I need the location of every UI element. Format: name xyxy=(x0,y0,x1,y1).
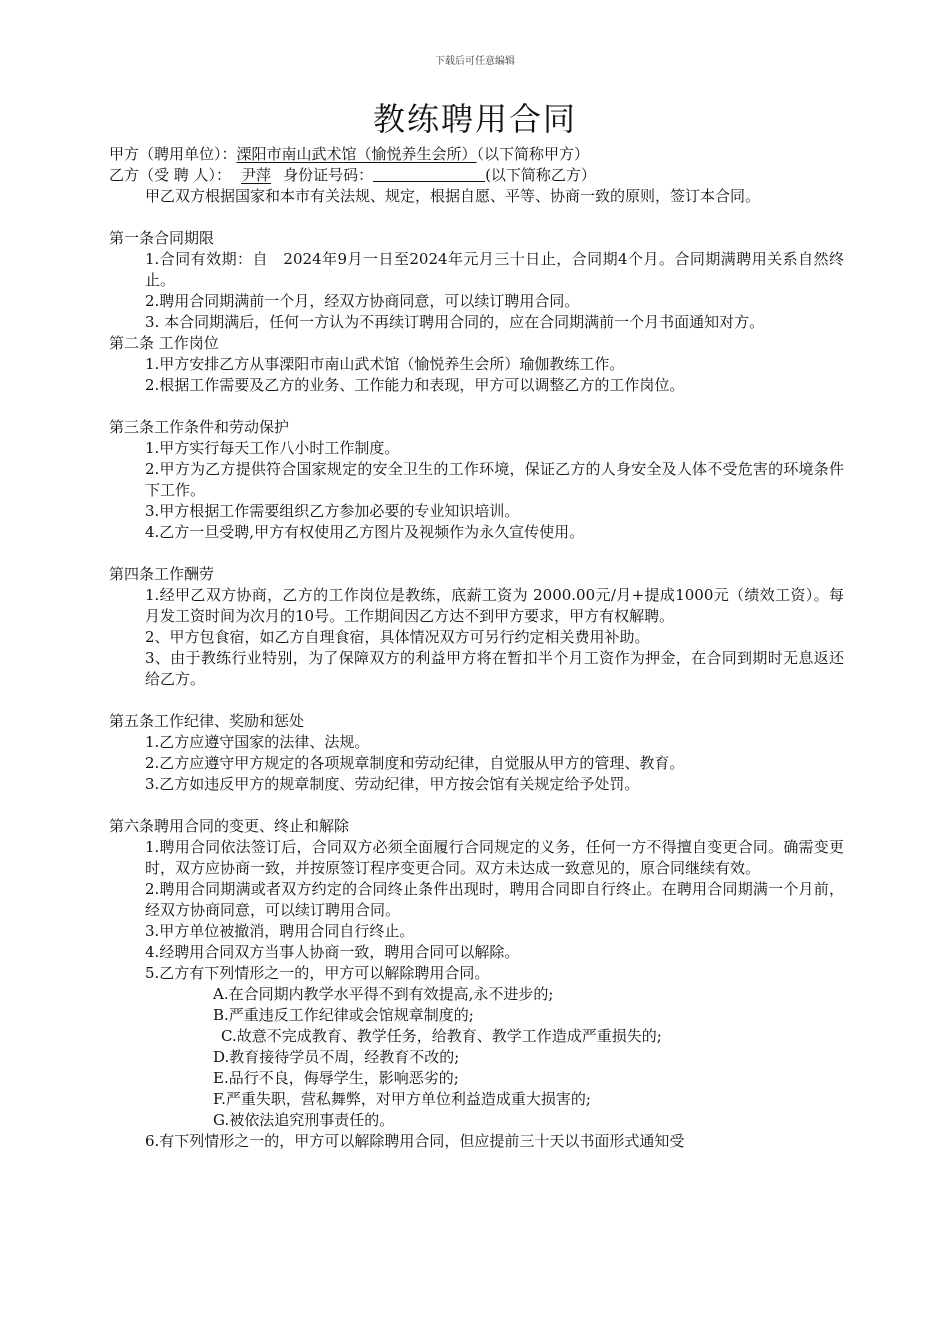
list-item: G.被依法追究刑事责任的。 xyxy=(213,1111,395,1129)
party-a-suffix: （以下简称甲方） xyxy=(476,145,590,163)
party-a-label: 甲方（聘用单位）： xyxy=(109,145,237,163)
party-b-label: 乙方（受 聘 人）： xyxy=(109,166,232,184)
paragraph: 2.乙方应遵守甲方规定的各项规章制度和劳动纪律，自觉服从甲方的管理、教育。 xyxy=(145,754,685,772)
party-a-line xyxy=(109,144,844,165)
contract-body xyxy=(109,144,844,1152)
section-heading: 第二条 工作岗位 xyxy=(109,334,219,352)
document-title: 教练聘用合同 xyxy=(372,100,577,138)
paragraph: 3.甲方单位被撤消，聘用合同自行终止。 xyxy=(145,922,415,940)
paragraph: 1.合同有效期：自 2024年9月一日至2024年元月三十日止，合同期4个月。合同期满聘用关系自然终止。 xyxy=(145,250,844,289)
list-item: F.严重失职，营私舞弊，对甲方单位利益造成重大损害的; xyxy=(213,1090,591,1108)
party-b-id-label: 身份证号码： xyxy=(283,166,374,184)
paragraph: 2、甲方包食宿，如乙方自理食宿，具体情况双方可另行约定相关费用补助。 xyxy=(145,628,650,646)
paragraph: 5.乙方有下列情形之一的，甲方可以解除聘用合同。 xyxy=(145,964,490,982)
section-heading: 第六条聘用合同的变更、终止和解除 xyxy=(109,817,350,835)
paragraph: 2.聘用合同期满前一个月，经双方协商同意，可以续订聘用合同。 xyxy=(145,292,580,310)
paragraph: 6.有下列情形之一的，甲方可以解除聘用合同，但应提前三十天以书面形式通知受 xyxy=(145,1132,685,1150)
paragraph: 3、由于教练行业特别，为了保障双方的利益甲方将在暂扣半个月工资作为押金，在合同到期时无息返还给乙方。 xyxy=(145,649,844,688)
paragraph: 3.甲方根据工作需要组织乙方参加必要的专业知识培训。 xyxy=(145,502,520,520)
party-b-line xyxy=(109,165,844,186)
paragraph: 2.甲方为乙方提供符合国家规定的安全卫生的工作环境，保证乙方的人身安全及人体不受危害的环境条件下工作。 xyxy=(145,460,844,499)
list-item: C.故意不完成教育、教学任务，给教育、教学工作造成严重损失的; xyxy=(221,1027,662,1045)
section-heading: 第一条合同期限 xyxy=(109,229,215,247)
paragraph: 1.聘用合同依法签订后，合同双方必须全面履行合同规定的义务，任何一方不得擅自变更合同。确需变更时，双方应协商一致，并按原签订程序变更合同。双方未达成一致意见的，原合同继续有效。 xyxy=(145,838,844,877)
list-item: B.严重违反工作纪律或会馆规章制度的; xyxy=(213,1006,474,1024)
intro-paragraph: 甲乙双方根据国家和本市有关法规、规定，根据自愿、平等、协商一致的原则，签订本合同。 xyxy=(145,187,761,205)
paragraph: 3. 本合同期满后，任何一方认为不再续订聘用合同的，应在合同期满前一个月书面通知对方。 xyxy=(145,313,765,331)
party-a-name: 溧阳市南山武术馆（愉悦养生会所） xyxy=(236,145,477,163)
list-item: A.在合同期内教学水平得不到有效提高,永不进步的; xyxy=(213,985,554,1003)
list-item: D.教育接待学员不周，经教育不改的; xyxy=(213,1048,460,1066)
paragraph: 4.经聘用合同双方当事人协商一致，聘用合同可以解除。 xyxy=(145,943,520,961)
list-item: E.品行不良，侮辱学生，影响恶劣的; xyxy=(213,1069,459,1087)
party-b-id-blank xyxy=(373,165,485,182)
paragraph: 4.乙方一旦受聘,甲方有权使用乙方图片及视频作为永久宣传使用。 xyxy=(145,523,585,541)
paragraph: 2.根据工作需要及乙方的业务、工作能力和表现，甲方可以调整乙方的工作岗位。 xyxy=(145,376,685,394)
paragraph: 1.甲方安排乙方从事溧阳市南山武术馆（愉悦养生会所）瑜伽教练工作。 xyxy=(145,355,625,373)
party-b-suffix: (以下简称乙方） xyxy=(485,166,596,184)
paragraph: 1.经甲乙双方协商，乙方的工作岗位是教练，底薪工资为 2000.00元/月+提成1000元（绩效工资）。每月发工资时间为次月的10号。工作期间因乙方达不到甲方要求，甲方有权解聘。 xyxy=(145,586,844,625)
section-heading: 第五条工作纪律、奖励和惩处 xyxy=(109,712,305,730)
paragraph: 2.聘用合同期满或者双方约定的合同终止条件出现时，聘用合同即自行终止。在聘用合同期满一个月前，经双方协商同意，可以续订聘用合同。 xyxy=(145,880,844,919)
paragraph: 1.乙方应遵守国家的法律、法规。 xyxy=(145,733,370,751)
paragraph: 1.甲方实行每天工作八小时工作制度。 xyxy=(145,439,400,457)
paragraph: 3.乙方如违反甲方的规章制度、劳动纪律，甲方按会馆有关规定给予处罚。 xyxy=(145,775,640,793)
party-b-name: 尹萍 xyxy=(241,166,272,184)
section-heading: 第四条工作酬劳 xyxy=(109,565,215,583)
header-note: 下载后可任意编辑 xyxy=(435,56,515,67)
section-heading: 第三条工作条件和劳动保护 xyxy=(109,418,290,436)
